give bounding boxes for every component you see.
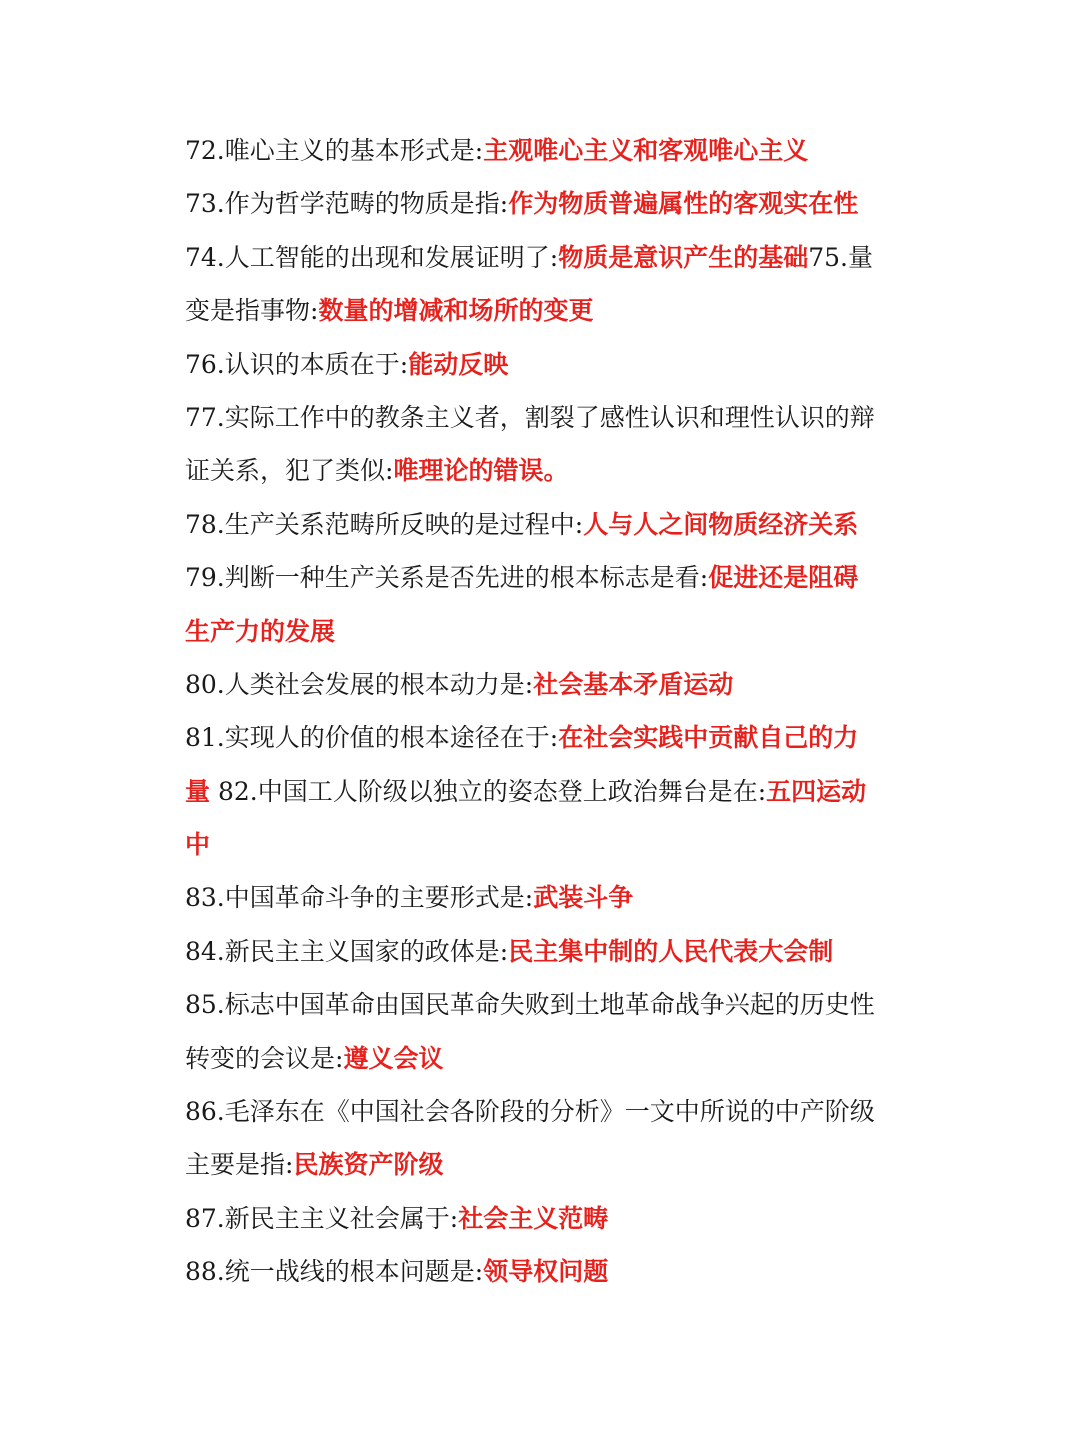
question-text: 75.量 (808, 242, 873, 272)
answer-text: 数量的增减和场所的变更 (318, 296, 594, 326)
text-line (185, 658, 897, 711)
text-line (185, 765, 897, 818)
answer-text: 促进还是阻碍 (708, 563, 859, 593)
question-text: 80.人类社会发展的根本动力是: (185, 669, 534, 699)
question-text: 81.实现人的价值的根本途径在于: (185, 723, 559, 753)
question-text: 74.人工智能的出现和发展证明了: (185, 242, 559, 272)
answer-text: 人与人之间物质经济关系 (583, 509, 859, 539)
answer-text: 社会基本矛盾运动 (533, 669, 734, 699)
answer-text: 物质是意识产生的基础 (558, 242, 809, 272)
text-line (185, 1085, 897, 1138)
text-line (185, 498, 897, 551)
question-text: 79.判断一种生产关系是否先进的根本标志是看: (185, 563, 709, 593)
text-line (185, 124, 897, 177)
question-text: 88.统一战线的根本问题是: (185, 1257, 484, 1287)
question-text: 主要是指: (185, 1150, 294, 1180)
answer-text: 领导权问题 (483, 1257, 609, 1287)
answer-text: 主观唯心主义和客观唯心主义 (483, 136, 809, 165)
answer-text: 唯理论的错误。 (393, 456, 569, 486)
text-line (185, 1138, 897, 1191)
answer-text: 社会主义范畴 (458, 1203, 609, 1233)
text-line (185, 925, 897, 978)
question-text: 72.唯心主义的基本形式是: (185, 136, 484, 165)
text-line (185, 284, 897, 337)
question-text: 77.实际工作中的教条主义者，割裂了感性认识和理性认识的辩 (185, 402, 875, 432)
text-line (185, 1032, 897, 1085)
question-text: 证关系，犯了类似: (185, 456, 394, 486)
question-text: 转变的会议是: (185, 1043, 344, 1073)
answer-text: 能动反映 (408, 349, 509, 379)
answer-text: 在社会实践中贡献自己的力 (558, 723, 859, 753)
answer-text: 中 (185, 830, 211, 860)
text-line (185, 871, 897, 924)
text-line (185, 391, 897, 444)
text-line (185, 177, 897, 230)
question-text: 87.新民主主义社会属于: (185, 1203, 459, 1233)
answer-text: 作为物质普遍属性的客观实在性 (508, 189, 859, 219)
text-line (185, 711, 897, 764)
question-text: 73.作为哲学范畴的物质是指: (185, 189, 509, 219)
document-page (185, 124, 897, 1299)
text-line (185, 551, 897, 604)
text-line (185, 1245, 897, 1298)
text-line (185, 444, 897, 497)
question-text: 76.认识的本质在于: (185, 349, 409, 379)
answer-text: 遵义会议 (343, 1043, 444, 1073)
question-text: 变是指事物: (185, 296, 319, 326)
question-text: 85.标志中国革命由国民革命失败到土地革命战争兴起的历史性 (185, 990, 875, 1020)
text-line (185, 231, 897, 284)
answer-text: 生产力的发展 (185, 616, 336, 646)
answer-text: 量 (185, 776, 211, 806)
question-text: 84.新民主主义国家的政体是: (185, 936, 509, 966)
text-line (185, 978, 897, 1031)
question-text: 86.毛泽东在《中国社会各阶段的分析》一文中所说的中产阶级 (185, 1097, 875, 1127)
text-line (185, 1192, 897, 1245)
question-text: 78.生产关系范畴所反映的是过程中: (185, 509, 584, 539)
answer-text: 武装斗争 (533, 883, 634, 913)
question-text: 82.中国工人阶级以独立的姿态登上政治舞台是在: (210, 776, 767, 806)
text-line (185, 338, 897, 391)
answer-text: 五四运动 (766, 776, 867, 806)
text-line (185, 605, 897, 658)
question-text: 83.中国革命斗争的主要形式是: (185, 883, 534, 913)
answer-text: 民族资产阶级 (293, 1150, 444, 1180)
answer-text: 民主集中制的人民代表大会制 (508, 936, 834, 966)
text-line (185, 818, 897, 871)
